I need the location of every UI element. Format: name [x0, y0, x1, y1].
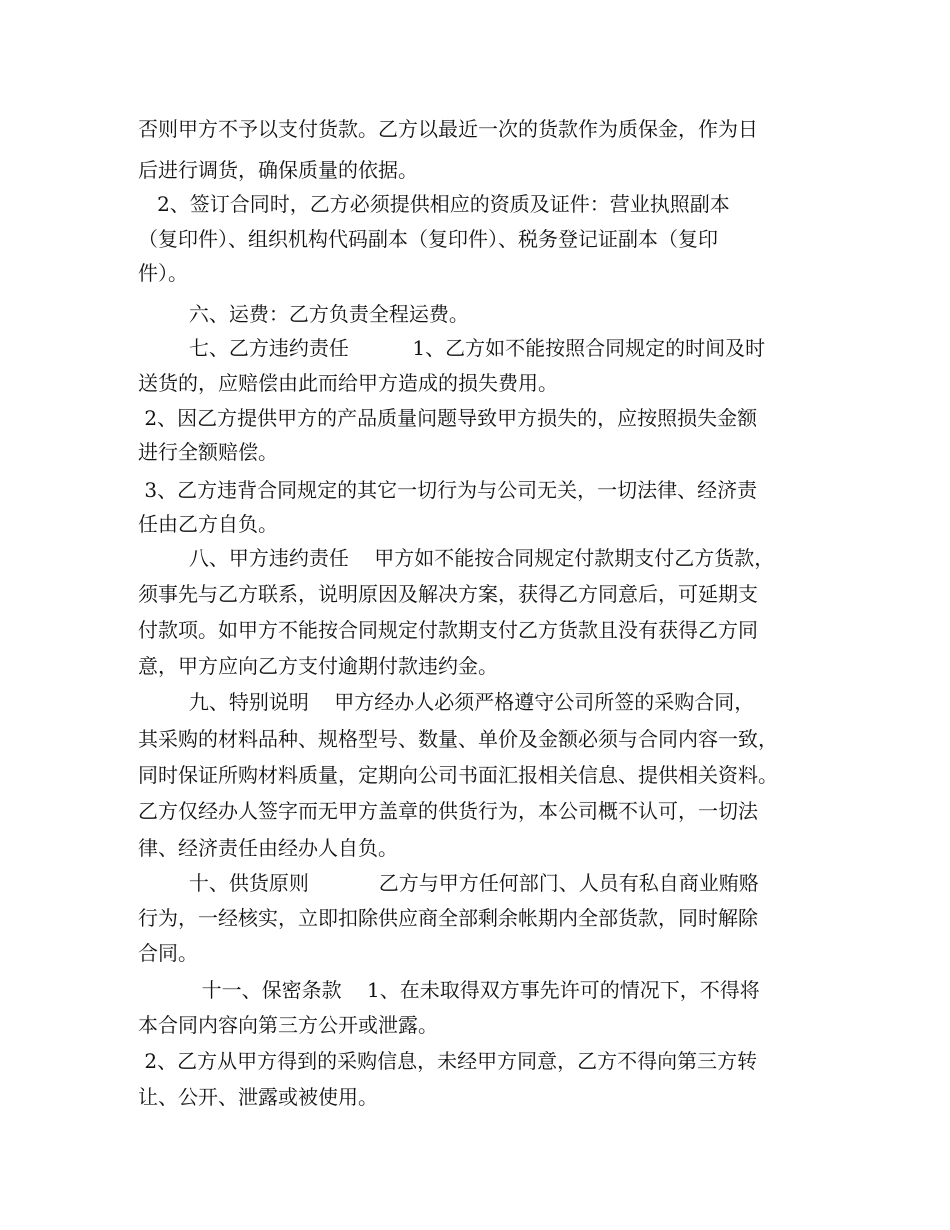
text-line-2: 后进行调货，确保质量的依据。: [138, 158, 418, 182]
text-line-6: 六、运费：乙方负责全程运费。: [138, 302, 469, 326]
text-line-1: 否则甲方不予以支付货款。乙方以最近一次的货款作为质保金，作为日: [138, 117, 758, 141]
text-line-13: 八、甲方违约责任 甲方如不能按合同规定付款期支付乙方货款，: [138, 546, 775, 570]
text-line-11: 3、乙方违背合同规定的其它一切行为与公司无关，一切法律、经济责: [138, 478, 758, 502]
text-line-4: （复印件）、组织机构代码副本（复印件）、税务登记证副本（复印: [138, 227, 718, 251]
text-line-21: 律、经济责任由经办人自负。: [138, 836, 398, 860]
text-line-27: 2、乙方从甲方得到的采购信息，未经甲方同意，乙方不得向第三方转: [138, 1049, 758, 1073]
text-line-18: 其采购的材料品种、规格型号、数量、单价及金额必须与合同内容一致，: [138, 727, 778, 751]
text-line-7: 七、乙方违约责任 1、乙方如不能按照合同规定的时间及时: [138, 336, 766, 360]
text-line-5: 件）。: [138, 261, 188, 285]
text-line-10: 进行全额赔偿。: [138, 440, 278, 464]
text-line-8: 送货的，应赔偿由此而给甲方造成的损失费用。: [138, 371, 558, 395]
text-line-28: 让、公开、泄露或被使用。: [138, 1085, 378, 1109]
text-line-22: 十、供货原则 乙方与甲方任何部门、人员有私自商业贿赂: [138, 871, 759, 895]
text-line-19: 同时保证所购材料质量，定期向公司书面汇报相关信息、提供相关资料。: [138, 763, 778, 787]
text-line-15: 付款项。如甲方不能按合同规定付款期支付乙方货款且没有获得乙方同: [138, 618, 758, 642]
text-line-24: 合同。: [138, 941, 198, 965]
text-line-16: 意，甲方应向乙方支付逾期付款违约金。: [138, 654, 498, 678]
text-line-26: 本合同内容向第三方公开或泄露。: [138, 1013, 438, 1037]
text-line-17: 九、特别说明 甲方经办人必须严格遵守公司所签的采购合同，: [138, 690, 755, 714]
text-line-9: 2、因乙方提供甲方的产品质量问题导致甲方损失的，应按照损失金额: [138, 406, 758, 430]
text-line-14: 须事先与乙方联系，说明原因及解决方案，获得乙方同意后，可延期支: [138, 582, 758, 606]
text-line-20: 乙方仅经办人签字而无甲方盖章的供货行为，本公司概不认可，一切法: [138, 799, 758, 823]
text-line-23: 行为，一经核实，立即扣除供应商全部剩余帐期内全部货款，同时解除: [138, 906, 758, 930]
text-line-3: 2、签订合同时，乙方必须提供相应的资质及证件：营业执照副本: [138, 192, 730, 216]
text-line-25: 十一、保密条款 1、在未取得双方事先许可的情况下，不得将: [138, 978, 760, 1002]
text-line-12: 任由乙方自负。: [138, 512, 278, 536]
